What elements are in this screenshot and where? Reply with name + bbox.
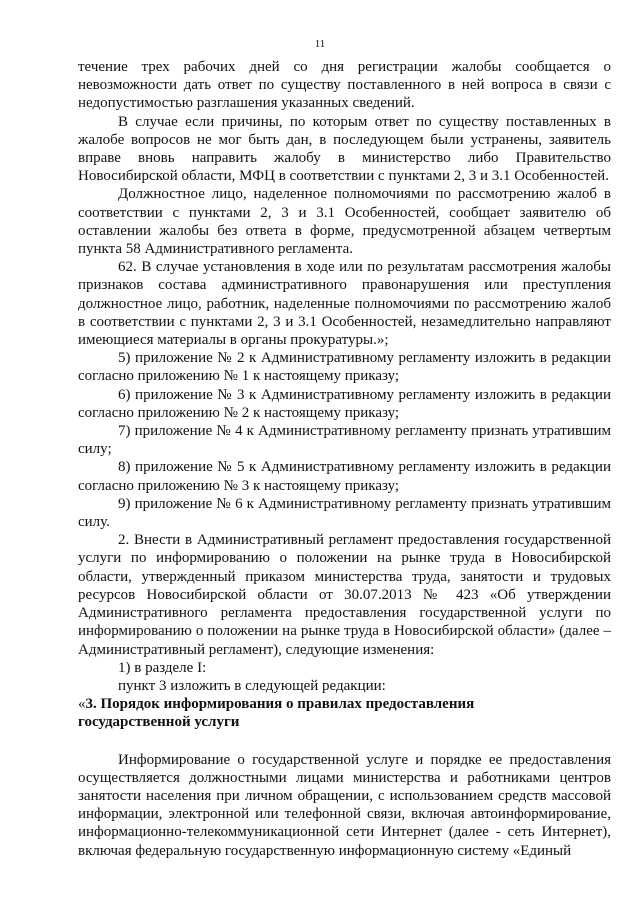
paragraph-item-8: 8) приложение № 5 к Административному регламенту изложить в редакции согласно приложению № 3 к настоящему приказу; [78,459,611,494]
heading-line-1 [78,695,611,713]
section-heading [78,695,611,731]
document-body [78,58,611,860]
paragraph-section-1-ref: 1) в разделе I: [118,659,207,676]
page-number: 11 [314,38,326,50]
paragraph-item-7: 7) приложение № 4 к Административному регламенту признать утратившим силу; [78,423,611,458]
paragraph-section-2: 2. Внести в Административный регламент предоставления государственной услуги по информированию о положении на рынке труда в Новосибирской области, утвержденный приказом министерства труда, занятости и трудовых ресурсов Новосибирской области от 30.07.2013 № 423 «Об утверждении Административного регламента предоставления государственной услуги по информированию о положении на рынке труда в Новосибирской области» (далее – Административный регламент), следующие изменения: [78,532,611,658]
paragraph-item-9: 9) приложение № 6 к Административному регламенту признать утратившим силу. [78,495,611,531]
paragraph-official-notice: Должностное лицо, наделенное полномочиями по рассмотрению жалоб в соответствии с пунктами 2, 3 и 3.1 Особенностей, сообщает заявителю об оставлении жалобы без ответа в форме, предусмотренной абзацем четвертым пункта 58 Административного регламента. [78,186,611,258]
paragraph-item-5: 5) приложение № 2 к Административному регламенту изложить в редакции согласно приложению № 1 к настоящему приказу; [78,350,611,385]
paragraph-item-62: 62. В случае установления в ходе или по результатам рассмотрения жалобы признаков состава административного правонарушения или преступления должностное лицо, работник, наделенные полномочиями по рассмотрению жалоб в соответствии с пунктами 2, 3 и 3.1 Особенностей, незамедлительно направляют имеющиеся материалы в органы прокуратуры.»; [78,259,611,349]
paragraph-informing: Информирование о государственной услуге и порядке ее предоставления осуществляется должностными лицами министерства и работниками центров занятости населения при личном обращении, с использованием средств массовой информации, электронной или телефонной связи, включая автоинформирование, информационно-телекоммуникационной сети Интернет (далее - сеть Интернет), включая федеральную государственную информационную систему «Единый [78,751,611,859]
paragraph-continuation: течение трех рабочих дней со дня регистрации жалобы сообщается о невозможности дать ответ по существу поставленного в ней вопроса в связи с недопустимостью разглашения указанных сведений. [78,59,611,112]
paragraph-resubmission: В случае если причины, по которым ответ по существу поставленных в жалобе вопросов не мог быть дан, в последующем были устранены, заявитель вправе вновь направить жалобу в министерство либо Правительство Новосибирской области, МФЦ в соответствии с пунктами 2, 3 и 3.1 Особенностей. [78,113,611,185]
heading-open-quote: « [78,696,86,713]
heading-line-2: государственной услуги [78,714,240,731]
paragraph-point-3-ref: пункт 3 изложить в следующей редакции: [118,677,386,694]
paragraph-item-6: 6) приложение № 3 к Административному регламенту изложить в редакции согласно приложению № 2 к настоящему приказу; [78,386,611,421]
heading-line-1-text: 3. Порядок информирования о правилах предоставления [85,696,475,713]
